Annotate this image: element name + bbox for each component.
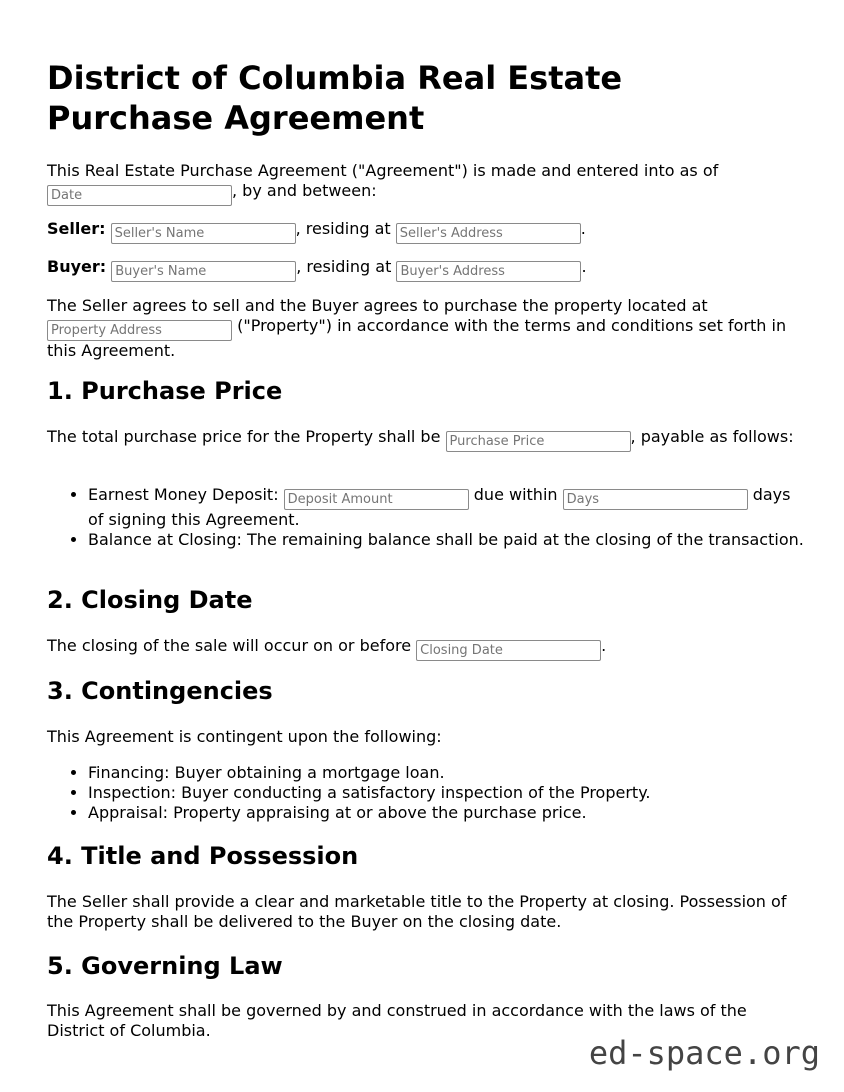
closing-date-text: The closing of the sale will occur on or before (47, 636, 412, 655)
section-heading-closing-date: 2. Closing Date (47, 586, 253, 614)
list-item: • Appraisal: Property appraising at or above the purchase price. (88, 803, 808, 823)
buyer-line (47, 257, 807, 282)
property-paragraph (47, 296, 807, 361)
contingencies-list (47, 763, 808, 823)
property-address-input[interactable] (47, 320, 232, 341)
title-possession-paragraph: The Seller shall provide a clear and marketable title to the Property at closing. Possession of the Property shall be delivered to the Buyer on the closing date. (47, 892, 787, 931)
seller-label: Seller: (47, 219, 106, 238)
purchase-price-text: The total purchase price for the Property shall be (47, 427, 441, 446)
intro-paragraph (47, 161, 807, 206)
section-heading-purchase-price: 1. Purchase Price (47, 377, 283, 405)
seller-line (47, 219, 807, 244)
days-input[interactable] (563, 489, 748, 510)
seller-address-input[interactable] (396, 223, 581, 244)
payment-list (47, 485, 808, 550)
purchase-price-paragraph (47, 427, 807, 452)
seller-period: . (580, 219, 586, 238)
buyer-period: . (581, 257, 587, 276)
purchase-price-text-after: , payable as follows: (630, 427, 794, 446)
intro-text: This Real Estate Purchase Agreement ("Agreement") is made and entered into as of (47, 161, 719, 180)
buyer-label: Buyer: (47, 257, 107, 276)
list-item: • Inspection: Buyer conducting a satisfactory inspection of the Property. (88, 783, 808, 803)
closing-date-paragraph (47, 636, 807, 661)
contingencies-intro: This Agreement is contingent upon the following: (47, 727, 442, 746)
seller-name-input[interactable] (111, 223, 296, 244)
section-heading-title-possession: 4. Title and Possession (47, 842, 359, 870)
governing-law-paragraph: This Agreement shall be governed by and construed in accordance with the laws of the District of Columbia. (47, 1001, 747, 1040)
property-text: The Seller agrees to sell and the Buyer agrees to purchase the property located at (47, 296, 708, 315)
section-heading-governing-law: 5. Governing Law (47, 952, 283, 980)
list-item: • Balance at Closing: The remaining balance shall be paid at the closing of the transaction. (88, 530, 808, 550)
due-within-text: due within (473, 485, 558, 504)
buyer-residing-text: , residing at (296, 257, 392, 276)
closing-period: . (601, 636, 607, 655)
list-item (88, 485, 808, 530)
buyer-address-input[interactable] (396, 261, 581, 282)
intro-text-after: , by and between: (232, 181, 377, 200)
days-after-text: days of signing this Agreement. (88, 485, 791, 529)
deposit-amount-input[interactable] (284, 489, 469, 510)
seller-residing-text: , residing at (295, 219, 391, 238)
page-title: District of Columbia Real Estate Purchase Agreement (47, 59, 623, 137)
deposit-label: Earnest Money Deposit: (88, 485, 279, 504)
list-item: • Financing: Buyer obtaining a mortgage loan. (88, 763, 808, 783)
closing-date-input[interactable] (416, 640, 601, 661)
buyer-name-input[interactable] (111, 261, 296, 282)
property-text-after: ("Property") in accordance with the terms and conditions set forth in this Agreement. (47, 316, 787, 360)
section-heading-contingencies: 3. Contingencies (47, 677, 273, 705)
date-input[interactable] (47, 185, 232, 206)
watermark: ed-space.org (588, 1034, 820, 1072)
purchase-price-input[interactable] (446, 431, 631, 452)
